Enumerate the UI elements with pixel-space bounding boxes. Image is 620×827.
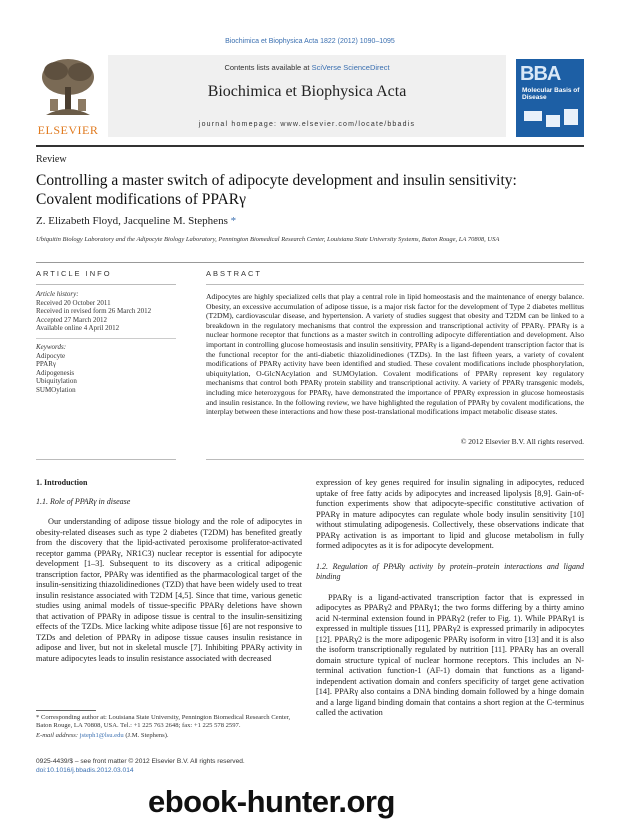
body-paragraph: expression of key genes required for insulin signaling in adipocytes, reduced uptake of free fatty acids by adipocytes and increased lipolysis [8,9]. Gain-of-function experiments show that adipocyte-specific constitutive activation of PPARγ in mature adipocytes can regulate whole body insulin sensitivity [10] without stimulating adipogenesis. Collectively, these observations indicate that PPARγ activation is as important to lipid and glucose metabolism in fully formed adipocytes as it is for adipocyte development. [316,478,584,550]
keywords [36,343,176,395]
abstract-heading: ABSTRACT [206,269,263,278]
journal-banner [108,55,506,137]
journal-title: Biochimica et Biophysica Acta [207,83,407,100]
email-link[interactable]: jsteph1@lsu.edu [79,732,124,740]
email-label: E-mail address: [36,732,80,740]
footnote-rule [36,710,96,711]
article-title-line: Covalent modifications of PPARγ [36,191,246,208]
issn-line: 0925-4439/$ – see front matter © 2012 Elsevier B.V. All rights reserved. [36,758,245,765]
elsevier-logo [36,55,100,137]
cover-title: BBA [520,63,561,85]
history-entry: Received 20 October 2011 [36,298,111,307]
sciencedirect-link[interactable]: SciVerse ScienceDirect [311,63,390,72]
abstract-copyright: © 2012 Elsevier B.V. All rights reserved. [460,437,584,446]
keyword: PPARγ [36,360,56,369]
history-label: Article history: [36,290,79,298]
email-suffix: (J.M. Stephens). [123,732,169,740]
cover-subtitle: Molecular Basis of Disease [522,87,580,101]
header-rule [36,145,584,147]
author-names: Z. Elizabeth Floyd, Jacqueline M. Stephens [36,215,228,227]
authors [36,215,236,227]
keywords-label: Keywords: [36,343,67,351]
subsection-heading: 1.1. Role of PPARγ in disease [36,496,131,506]
body-left-column [36,478,302,664]
cover-figure-block [564,109,578,125]
footnote [36,714,302,741]
cover-figure-block [524,111,542,121]
journal-reference[interactable]: Biochimica et Biophysica Acta 1822 (2012) 1090–1095 [225,38,395,45]
keyword: Ubiquitylation [36,377,77,386]
article-info-heading: ARTICLE INFO [36,269,112,278]
subsection-heading: 1.2. Regulation of PPARγ activity by protein–protein interactions and ligand binding [316,561,584,581]
journal-header [36,55,584,141]
abstract-text: Adipocytes are highly specialized cells that play a central role in lipid homeostasis and the maintenance of energy balance. Obesity, an excessive accumulation of adipose tissue, is a major risk factor for the development of Type 2 diabetes mellitus (T2DM), cardiovascular disease, and hypertension. A variety of studies suggest that obesity and T2DM can be linked to a breakdown in the regulatory mechanisms that control the expression and transcriptional activity of PPARγ. PPARγ is a nuclear hormone receptor that functions as a master switch in controlling adipocyte differentiation and development. Also important in controlling glucose homeostasis and insulin sensitivity, PPARγ is a ligand-dependent transcription factor that is the functional receptor for the anti-diabetic thiazolidinediones (TZDs). In the last fifteen years, a variety of covalent modifications of PPARγ activity have been identified and studied. These covalent modifications include phosphorylation, ubiquitylation, O-GlcNAcylation and SUMOylation. Covalent modifications of PPARγ represent key regulatory mechanisms that control both PPARγ protein stability and transcriptional activity. A variety of PPARγ transgenic models, including mice heterozygous for PPARγ, have demonstrated the importance of PPARγ expression in glucose homeostasis and insulin resistance. In the following review, we have highlighted the regulation of PPARγ by covalent modifications, the interplay between these interactions and how these post-translational modifications impact metabolic disease states. [206,292,584,417]
article-type: Review [36,154,67,165]
article-title [36,171,584,209]
keyword: SUMOylation [36,385,76,394]
section-rule [36,459,176,460]
cover-figure-block [546,115,560,127]
watermark: ebook-hunter.org [148,784,395,819]
tree-icon [36,55,100,121]
article-title-line: Controlling a master switch of adipocyte development and insulin sensitivity: [36,172,517,189]
section-heading: 1. Introduction [36,478,88,487]
journal-cover [516,59,584,137]
section-rule [206,459,584,460]
history-entry: Received in revised form 26 March 2012 [36,307,152,316]
section-rule [36,262,584,263]
history-entry: Accepted 27 March 2012 [36,315,107,324]
contents-line [108,63,506,72]
article-history [36,290,176,333]
body-paragraph: PPARγ is a ligand-activated transcription factor that is expressed in adipocytes as PPARγ2 and PPARγ1; the two forms differing by a thirty amino acid N-terminal extension found in PPARγ2 (refer to Fig. 1). While PPARγ1 is expressed in multiple tissues [11], PPARγ2 is expressed primarily in adipocytes [12]. PPARγ2 is the more adipogenic PPARγ isoform in vitro [13] and it is also the isoform transcriptionally regulated by nutrition [11]. PPARγ has an overall domain structure typical of nuclear hormone receptors. This includes an N-terminal activation function-1 (AF-1) domain that functions as a ligand-independent activation domain and confers specificity of target gene activation [14]. PPARγ also contains a DNA binding domain followed by a hinge domain and a large ligand binding domain that contains a short region at the C-terminus called the activation [316,592,584,717]
keyword: Adipogenesis [36,368,75,377]
body-paragraph: Our understanding of adipose tissue biology and the role of adipocytes in obesity-related diseases such as type 2 diabetes (T2DM) has benefited greatly from the discovery that the lipid-activated peroxisome proliferator-activated receptor gamma (PPARγ, NR1C3) nuclear receptor is essential for adipocyte development [1–3]. Subsequent to its discovery as a critical adipogenic transcription factor, PPARγ was identified as the pharmacological target of the insulin-sensitizing thiazolidinediones (TZD) that have been widely used to treat insulin resistance associated with T2DM [4,5]. Since that time, various genetic studies using animal models of tissue-specific PPARγ deletions have shown that activation of PPARγ in adipose tissue is central to the insulin-sensitizing effects of the TZDs. Mice lacking white adipose tissue [6] are not responsive to TZDs and deletion of PPARγ in adipose tissue causes insulin resistance in adipose and liver, but not in skeletal muscle [7]. Inhibiting PPARγ activity in mature adipocytes leads to insulin resistance associated with decreased [36,517,302,663]
corresponding-author-link[interactable]: * [230,215,237,227]
section-rule [36,284,176,285]
contents-prefix: Contents lists available at [224,63,312,72]
body-right-column [316,478,584,719]
corresponding-author-note: * Corresponding author at: Louisiana State University, Pennington Biomedical Research Center, Baton Rouge, LA 70808, USA. Tel.: +1 225 763 2648; fax: +1 225 578 2597. [36,714,291,730]
section-rule [206,284,584,285]
history-entry: Available online 4 April 2012 [36,324,120,333]
journal-homepage[interactable]: journal homepage: www.elsevier.com/locate/bbadis [198,121,416,128]
section-rule [36,338,176,339]
doi-link[interactable]: doi:10.1016/j.bbadis.2012.03.014 [36,766,134,774]
elsevier-wordmark: ELSEVIER [37,123,99,137]
article-meta [36,758,245,775]
affiliation: Ubiquitin Biology Laboratory and the Adipocyte Biology Laboratory, Pennington Biomedical Research Center, Louisiana State University Systems, Baton Rouge, LA 70808, USA [36,236,500,243]
keyword: Adipocyte [36,351,66,360]
